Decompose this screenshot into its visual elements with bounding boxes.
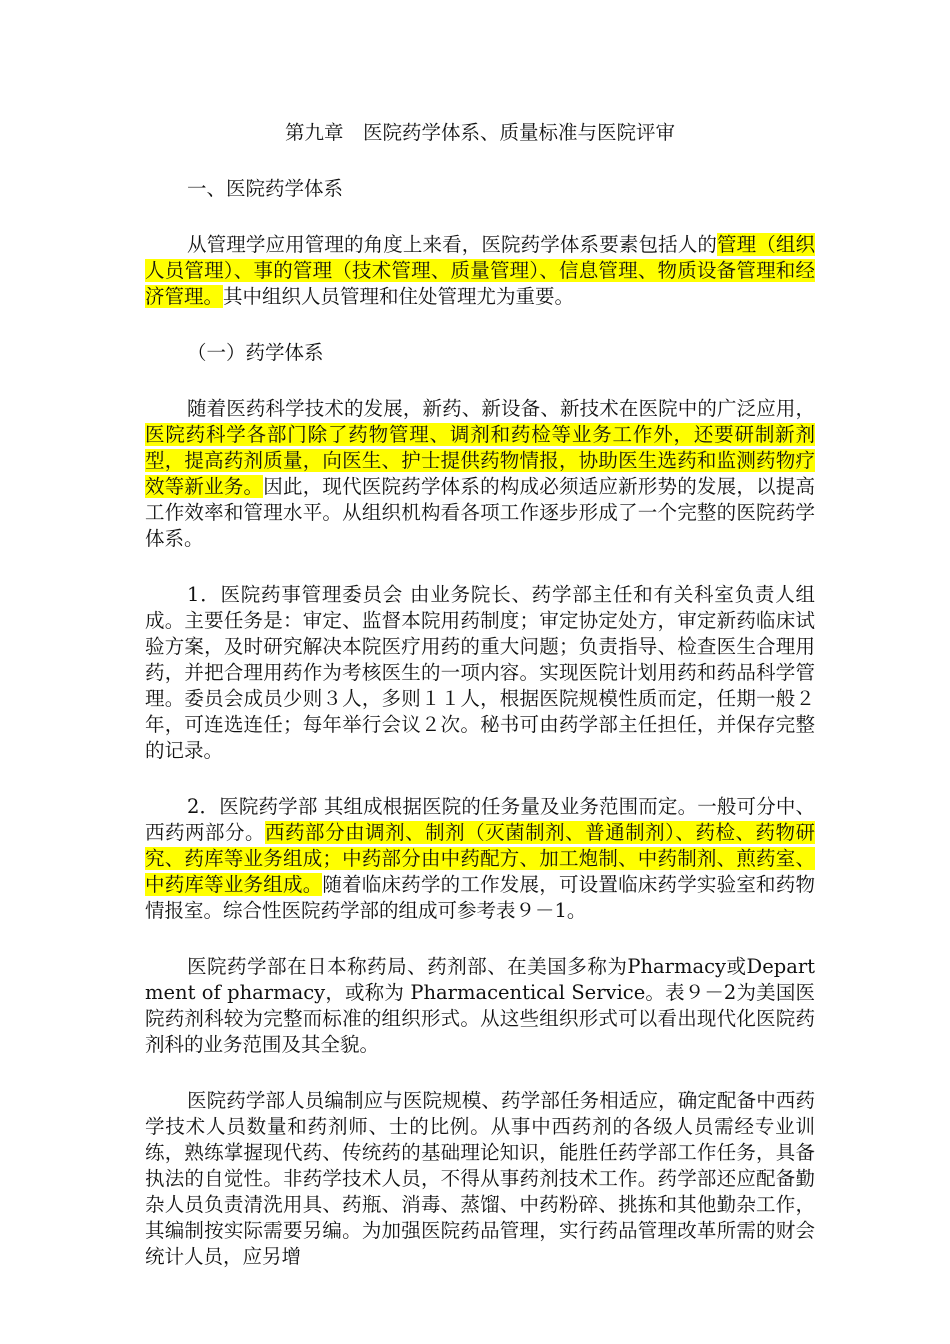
document-page <box>145 120 815 1300</box>
subsection1-paragraph <box>145 396 815 552</box>
item2-paragraph-post: 随着临床药学的工作发展，可设置临床药学实验室和药物情报室。综合性医院药学部的组成可参考表９－1。 <box>145 873 815 922</box>
item2-paragraph <box>145 794 815 924</box>
pharmacy-paragraph: 医院药学部在日本称药局、药剂部、在美国多称为Pharmacy或Department of pharmacy，或称为 Pharmacentical Service。表９－2为美国医院药剂科较为完整而标准的组织形式。从这些组织形式可以看出现代化医院药剂科的业务范围及其全貌。 <box>145 955 815 1056</box>
section-heading-1: 一、医院药学体系 <box>187 177 344 200</box>
item2-paragraph-pre: 2．医院药学部 其组成根据医院的任务量及业务范围而定。一般可分中、西药两部分。 <box>145 795 815 844</box>
staff-paragraph: 医院药学部人员编制应与医院规模、药学部任务相适应，确定配备中西药学技术人员数量和药剂师、士的比例。从事中西药剂的各级人员需经专业训练，熟练掌握现代药、传统药的基础理论知识，能胜任药学部工作任务，具备执法的自觉性。非药学技术人员，不得从事药剂技术工作。药学部还应配备勤杂人员负责清洗用具、药瓶、消毒、蒸馏、中药粉碎、挑拣和其他勤杂工作，其编制按实际需要另编。为加强医院药品管理，实行药品管理改革所需的财会统计人员，应另增 <box>145 1089 815 1268</box>
subsection1-paragraph-pre: 随着医药科学技术的发展，新药、新设备、新技术在医院中的广泛应用， <box>187 397 815 420</box>
chapter-title: 第九章 医院药学体系、质量标准与医院评审 <box>284 121 675 144</box>
subsection-heading-1: （一）药学体系 <box>187 341 324 364</box>
section1-paragraph-post: 其中组织人员管理和住处管理尤为重要。 <box>223 285 575 308</box>
subsection1-paragraph-post: 因此，现代医院药学体系的构成必须适应新形势的发展，以提高工作效率和管理水平。从组织机构看各项工作逐步形成了一个完整的医院药学体系。 <box>145 475 815 550</box>
subsection1-paragraph-highlight: 医院药科学各部门除了药物管理、调剂和药检等业务工作外，还要研制新剂型，提高药剂质量，向医生、护士提供药物情报，协助医生选药和监测药物疗效等新业务。 <box>145 423 815 498</box>
item1-paragraph: 1．医院药事管理委员会 由业务院长、药学部主任和有关科室负责人组成。主要任务是：审定、监督本院用药制度；审定协定处方，审定新药临床试验方案，及时研究解决本院医疗用药的重大问题；负责指导、检查医生合理用药，并把合理用药作为考核医生的一项内容。实现医院计划用药和药品科学管理。委员会成员少则３人，多则１１人，根据医院规模性质而定，任期一般２年，可连选连任；每年举行会议２次。秘书可由药学部主任担任，并保存完整的记录。 <box>145 583 815 762</box>
section1-paragraph <box>145 232 815 310</box>
section1-paragraph-pre: 从管理学应用管理的角度上来看，医院药学体系要素包括人的 <box>187 233 717 256</box>
section1-paragraph-highlight: 管理（组织人员管理）、事的管理（技术管理、质量管理）、信息管理、物质设备管理和经济管理。 <box>145 233 815 308</box>
item2-paragraph-highlight: 西药部分由调剂、制剂（灭菌制剂、普通制剂）、药检、药物研究、药库等业务组成；中药部分由中药配方、加工炮制、中药制剂、煎药室、中药库等业务组成。 <box>145 821 815 896</box>
